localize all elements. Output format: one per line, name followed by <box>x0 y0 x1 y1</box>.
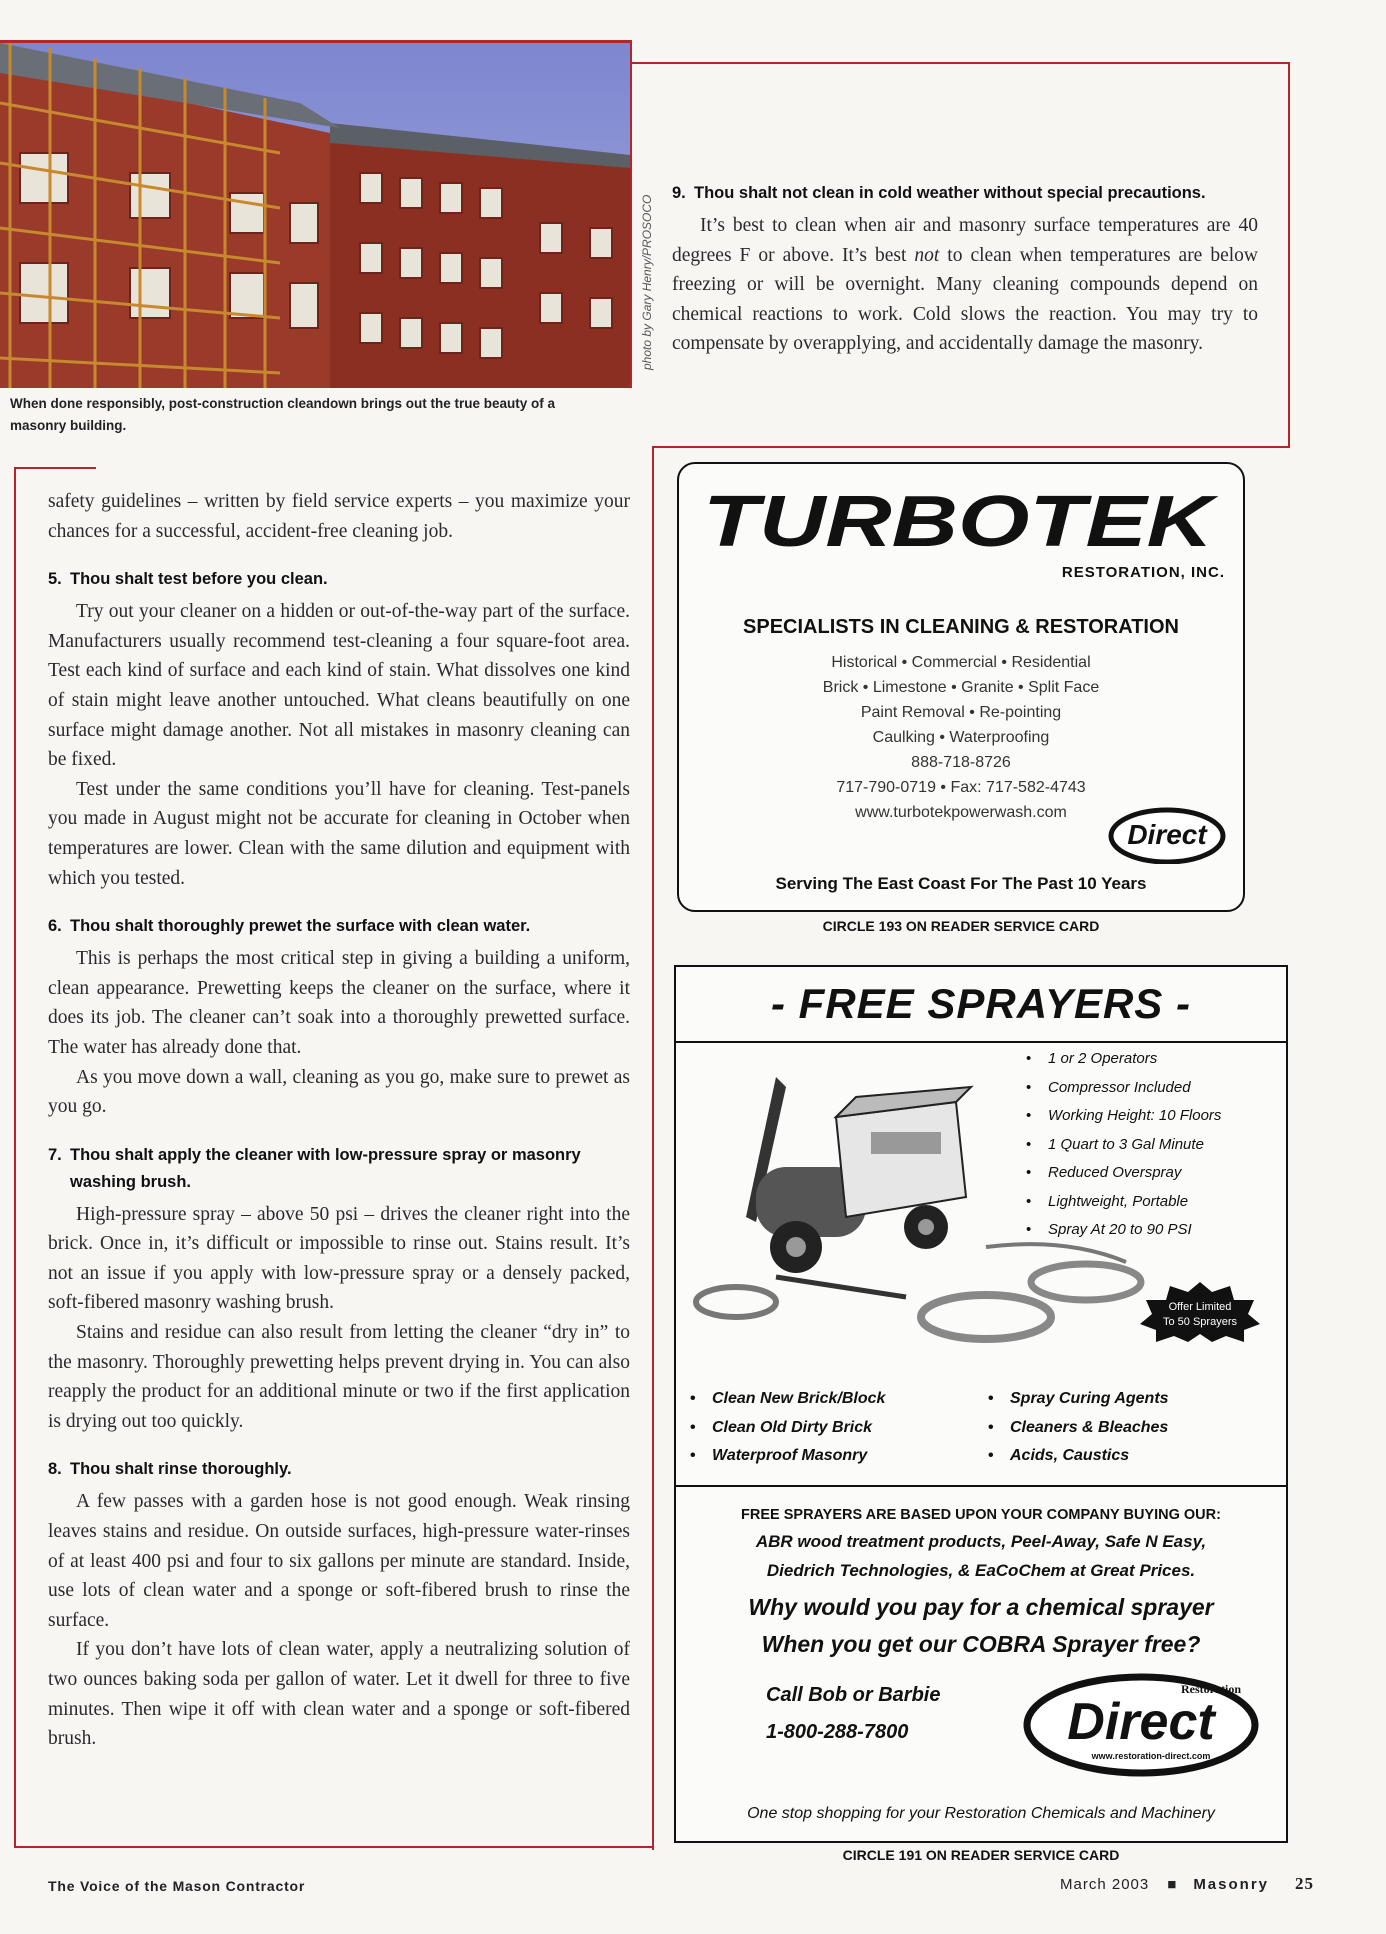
sidebar-heading: 9. Thou shalt not clean in cold weather without special precautions. <box>672 184 1206 202</box>
free-sprayers-title: - FREE SPRAYERS - <box>676 967 1286 1043</box>
photo-credit: photo by Gary Henry/PROSOCO <box>640 194 654 370</box>
section-5-para-1: Try out your cleaner on a hidden or out-of-the-way part of the surface. Manufacturers usually recommend test-cleaning a four square-foot area. Test each kind of surface and each kind of stain. What dissolves one kind of stain might leave another untouched. What cleans beautifully on one surface might damage another. Not all mistakes in masonry cleaning can be fixed. <box>48 601 630 771</box>
article-intro: safety guidelines – written by field service experts – you maximize your chances for a successful, accident-free cleaning job. <box>48 491 630 542</box>
sprayer-uses-right: • Spray Curing Agents • Cleaners & Bleaches • Acids, Caustics <box>988 1385 1169 1471</box>
turbotek-headline: SPECIALISTS IN CLEANING & RESTORATION <box>743 616 1179 638</box>
restoration-direct-badge <box>1107 804 1227 864</box>
sprayer-uses-left: • Clean New Brick/Block • Clean Old Dirty Brick • Waterproof Masonry <box>690 1385 885 1471</box>
sprayer-features: • 1 or 2 Operators • Compressor Included • Working Height: 10 Floors • 1 Quart to 3 Gal Minute • Reduced Overspray • Lightweight, Portable • Spray At 20 to 90 PSI <box>1026 1045 1221 1245</box>
sidebar-body: It’s best to clean when air and masonry surface temperatures are 40 degrees F or above. It’s best not to clean when temperatures are below freezing or will be overnight. Many cleaning compounds depend on chemical reactions to work. Cold slows the reaction. You may try to compensate by overapplying, and accidentally damage the masonry. <box>672 215 1258 355</box>
svg-text:Direct: Direct <box>1127 819 1207 850</box>
sprayer-conditions: FREE SPRAYERS ARE BASED UPON YOUR COMPANY BUYING OUR: ABR wood treatment products, Peel-Away, Safe N Easy, Diedrich Technologies, & EaCoChem at Great Prices. <box>741 1507 1221 1580</box>
turbotek-phone-fax: 717-790-0719 • Fax: 717-582-4743 <box>836 779 1086 796</box>
reader-service-191: CIRCLE 191 ON READER SERVICE CARD <box>842 1847 1120 1863</box>
offer-limited-burst <box>1140 1282 1260 1342</box>
restoration-direct-logo <box>1021 1667 1261 1777</box>
section-6-heading: 6. Thou shalt thoroughly prewet the surface with clean water. <box>48 917 531 936</box>
turbotek-website[interactable]: www.turbotekpowerwash.com <box>855 804 1067 821</box>
reader-service-193: CIRCLE 193 ON READER SERVICE CARD <box>822 918 1100 934</box>
svg-text:To 50 Sprayers: To 50 Sprayers <box>1163 1316 1237 1328</box>
turbotek-logo <box>703 484 1223 554</box>
svg-text:TURBOTEK: TURBOTEK <box>703 484 1220 554</box>
turbotek-details: Historical • Commercial • Residential Brick • Limestone • Granite • Split Face Paint Removal • Re-pointing Caulking • Waterproofing 888-718-8726 717-790-0719 • Fax: 717-582-4743 www.turbotekpowerwash.com <box>679 650 1243 825</box>
section-7-para-2: Stains and residue can also result from letting the cleaner “dry in” to the masonry. Thoroughly prewetting helps prevent drying in. You can also reapply the product for an additional minute or two if the first application is drying out too quickly. <box>48 1322 630 1432</box>
article-frame-right <box>652 446 654 1850</box>
section-5-heading: 5. Thou shalt test before you clean. <box>48 570 328 589</box>
footer-folio: March 2003 ■ Masonry 25 <box>1060 1874 1314 1893</box>
section-5-para-2: Test under the same conditions you’ll have for cleaning. Test-panels you made in August might not be accurate for cleaning in October when temperatures are lower. Clean with the same dilution and equipment with which you tested. <box>48 778 630 889</box>
section-6-para-2: As you move down a wall, cleaning as you go, make sure to prewet as you go. <box>48 1066 630 1118</box>
issue-date: March 2003 <box>1060 1876 1150 1893</box>
publication-name: Masonry <box>1193 1876 1269 1893</box>
section-8-heading: 8. Thou shalt rinse thoroughly. <box>48 1460 292 1479</box>
article-frame-left <box>14 467 16 1847</box>
one-stop-tagline: One stop shopping for your Restoration Chemicals and Machinery <box>747 1805 1215 1822</box>
turbotek-phone: 888-718-8726 <box>911 754 1011 771</box>
sidebar-frame-bottom <box>652 446 1290 448</box>
turbotek-footer: Serving The East Coast For The Past 10 Years <box>775 874 1147 893</box>
section-7-para-1: High-pressure spray – above 50 psi – drives the cleaner right into the brick. Once in, it’s difficult or impossible to rinse out. Stains result. It’s not an issue if you apply with low-pressure spray or a densely packed, soft-fibered masonry washing brush. <box>48 1203 630 1314</box>
section-8-para-1: A few passes with a garden hose is not good enough. Weak rinsing leaves stains and residue. On outside surfaces, high-pressure water-rinses of at least 400 psi and four to six gallons per minute are standard. Inside, use lots of clean water and a sponge or soft-fibered brush to rinse the surface. <box>48 1491 630 1631</box>
turbotek-logo-subtitle: RESTORATION, INC. <box>1061 564 1225 581</box>
sidebar-frame-top <box>630 62 1290 64</box>
cobra-question: Why would you pay for a chemical sprayer When you get our COBRA Sprayer free? <box>748 1594 1214 1657</box>
section-6-para-1: This is perhaps the most critical step in giving a building a uniform, clean appearance. Prewetting keeps the cleaner on the surface, where it does its job. The cleaner can’t soak into a thoroughly prewetted surface. The water has already done that. <box>48 948 630 1058</box>
turbotek-ad <box>677 462 1245 912</box>
building-photo <box>0 40 632 388</box>
svg-text:Offer Limited: Offer Limited <box>1168 1301 1232 1313</box>
article-frame-bottom <box>14 1846 654 1848</box>
photo-caption: When done responsibly, post-construction cleandown brings out the true beauty of a masonry building. <box>10 396 556 433</box>
article-column <box>48 487 630 1754</box>
svg-text:Direct: Direct <box>1067 1693 1215 1751</box>
contact-phone: 1-800-288-7800 <box>766 1721 909 1743</box>
svg-text:Restoration: Restoration <box>1181 1682 1241 1696</box>
sidebar-item-9 <box>672 180 1258 359</box>
article-frame-top <box>14 467 96 469</box>
ad2-divider <box>676 1485 1286 1487</box>
page-number: 25 <box>1295 1874 1314 1893</box>
free-sprayers-ad <box>674 965 1288 1843</box>
footer-tagline: The Voice of the Mason Contractor <box>48 1878 306 1894</box>
section-8-para-2: If you don’t have lots of clean water, apply a neutralizing solution of two ounces baking soda per gallon of water. Let it dwell for three to five minutes. Then wipe it off with clean water and a sponge or soft-fibered brush. <box>48 1639 630 1750</box>
sidebar-frame-right <box>1288 62 1290 448</box>
contact-info: Call Bob or Barbie 1-800-288-7800 <box>766 1677 940 1751</box>
section-7-heading: 7. Thou shalt apply the cleaner with low-pressure spray or masonry washing brush. <box>48 1145 581 1191</box>
svg-text:www.restoration-direct.com: www.restoration-direct.com <box>1091 1751 1211 1761</box>
